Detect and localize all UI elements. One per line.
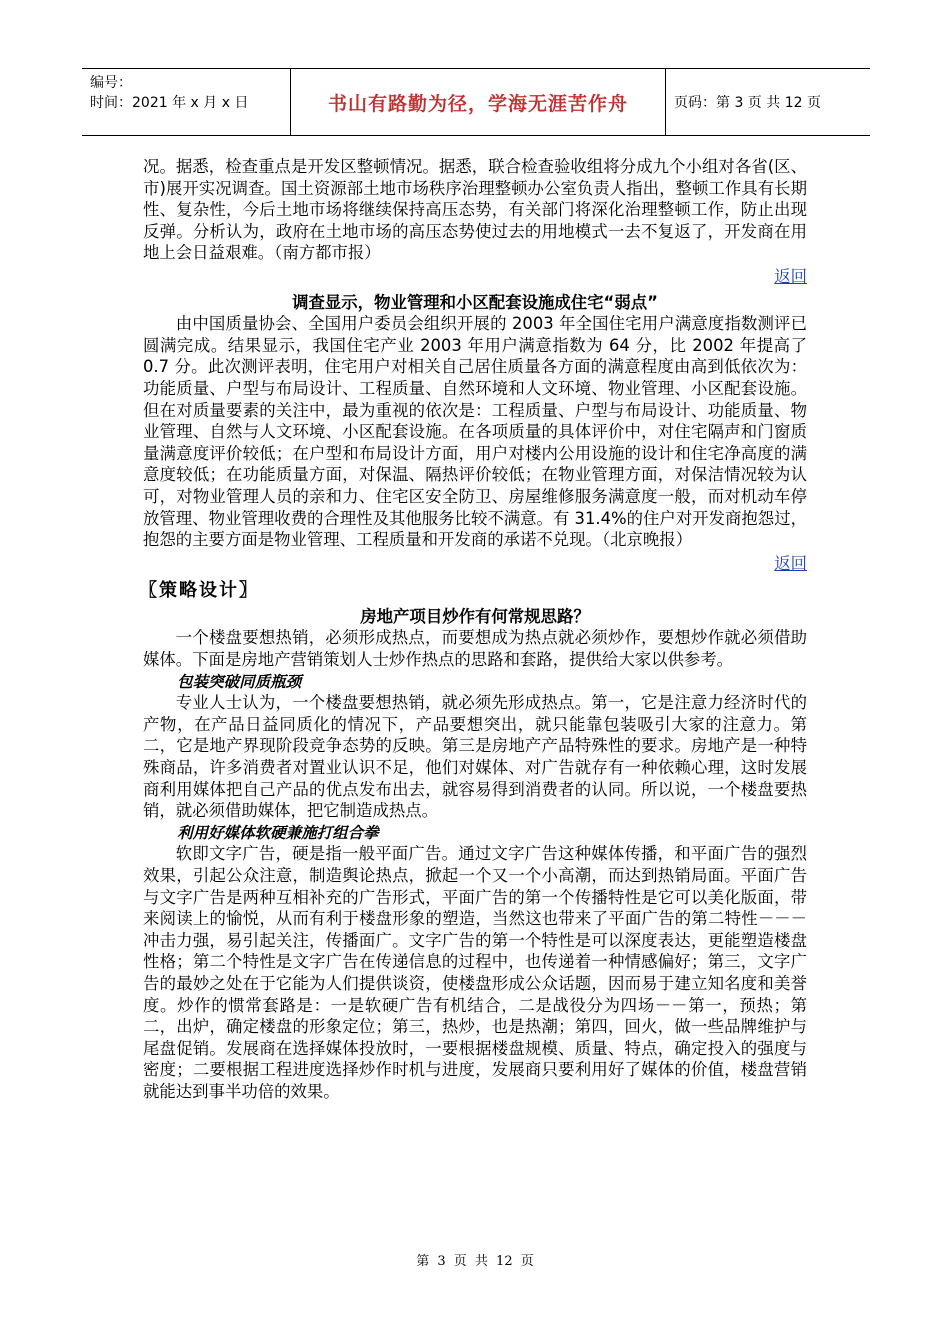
back-link[interactable]: 返回 xyxy=(774,553,807,573)
subheading: 利用好媒体软硬兼施打组合拳 xyxy=(177,822,379,842)
document-date: 时间：2021 年 x 月 x 日 xyxy=(90,95,249,111)
header-meta xyxy=(82,69,290,135)
article-paragraph: 一个楼盘要想热销，必须形成热点，而要想成为热点就必须炒作，要想炒作就必须借助媒体。下面是房地产营销策划人士炒作热点的思路和套路，提供给大家以供参考。 xyxy=(143,628,807,670)
article-paragraph: 软即文字广告，硬是指一般平面广告。通过文字广告这种媒体传播，和平面广告的强烈效果，引起公众注意，制造舆论热点，掀起一个又一个小高潮，而达到热销局面。平面广告与文字广告是两种互相补充的广告形式，平面广告的第一个传播特性是它可以美化版面，带来阅读上的愉悦，从而有利于楼盘形象的塑造，当然这也带来了平面广告的第二特性－－－冲击力强，易引起关注，传播面广。文字广告的第一个特性是可以深度表达，更能塑造楼盘性格；第二个特性是文字广告在传递信息的过程中，也传递着一种情感偏好；第三，文字广告的最妙之处在于它能为人们提供谈资，使楼盘形成公众话题，因而易于建立知名度和美誉度。炒作的惯常套路是：一是软硬广告有机结合，二是战役分为四场－－第一，预热；第二，出炉，确定楼盘的形象定位；第三，热炒，也是热潮；第四，回火，做一些品牌维护与尾盘促销。发展商在选择媒体投放时，一要根据楼盘规模、质量、特点，确定投入的强度与密度；二要根据工程进度选择炒作时机与进度，发展商只要利用好了媒体的价值，楼盘营销就能达到事半功倍的效果。 xyxy=(143,844,807,1101)
article-title: 调查显示，物业管理和小区配套设施成住宅“弱点” xyxy=(292,292,658,312)
header-page-info: 页码：第 3 页 共 12 页 xyxy=(674,95,821,111)
article-paragraph: 由中国质量协会、全国用户委员会组织开展的 2003 年全国住宅用户满意度指数测评已圆满完成。结果显示，我国住宅产业 2003 年用户满意指数为 64 分，比 2002 年提高了 0.7 分。此次测评表明，住宅用户对相关自己居住质量各方面的满意程度由高到低依次为：功能质量、户型与布局设计、工程质量、自然环境和人文环境、物业管理、小区配套设施。但在对质量要素的关注中，最为重视的依次是：工程质量、户型与布局设计、功能质量、物业管理、自然与人文环境、小区配套设施。在各项质量的具体评价中，对住宅隔声和门窗质量满意度评价较低；在户型和布局设计方面，用户对楼内公用设施的设计和住宅净高度的满意度较低；在功能质量方面，对保温、隔热评价较低；在物业管理方面，对保洁情况较为认可，对物业管理人员的亲和力、住宅区安全防卫、房屋维修服务满意度一般，而对机动车停放管理、物业管理收费的合理性及其他服务比较不满意。有 31.4%的住户对开发商抱怨过，抱怨的主要方面是物业管理、工程质量和开发商的承诺不兑现。（北京晚报） xyxy=(143,314,807,550)
page-footer: 第 3 页 共 12 页 xyxy=(416,1254,534,1269)
subheading: 包装突破同质瓶颈 xyxy=(177,671,302,691)
section-heading: 〖策略设计〗 xyxy=(139,580,259,602)
article-paragraph: 专业人士认为，一个楼盘要想热销，就必须先形成热点。第一，它是注意力经济时代的产物，在产品日益同质化的情况下，产品要想突出，就只能靠包装吸引大家的注意力。第二，它是地产界现阶段竞争态势的反映。第三是房地产产品特殊性的要求。房地产是一种特殊商品，许多消费者对置业认识不足，他们对媒体、对广告就存有一种依赖心理，这时发展商利用媒体把自己产品的优点发布出去，就容易得到消费者的认同。所以说，一个楼盘要热销，就必须借助媒体，把它制造成热点。 xyxy=(143,693,807,821)
page-header xyxy=(82,68,870,136)
document-number-label: 编号： xyxy=(90,75,132,91)
document-body xyxy=(139,156,807,1103)
back-link[interactable]: 返回 xyxy=(774,266,807,286)
article-continuation: 况。据悉，检查重点是开发区整顿情况。据悉，联合检查验收组将分成九个小组对各省(区、市)展开实况调查。国土资源部土地市场秩序治理整顿办公室负责人指出，整顿工作具有长期性、复杂性，今后土地市场将继续保持高压态势，有关部门将深化治理整顿工作，防止出现反弹。分析认为，政府在土地市场的高压态势使过去的用地模式一去不复返了，开发商在用地上会日益艰难。（南方都市报） xyxy=(143,157,807,263)
header-motto: 书山有路勤为径，学海无涯苦作舟 xyxy=(290,69,666,135)
article-title: 房地产项目炒作有何常规思路？ xyxy=(360,606,590,626)
